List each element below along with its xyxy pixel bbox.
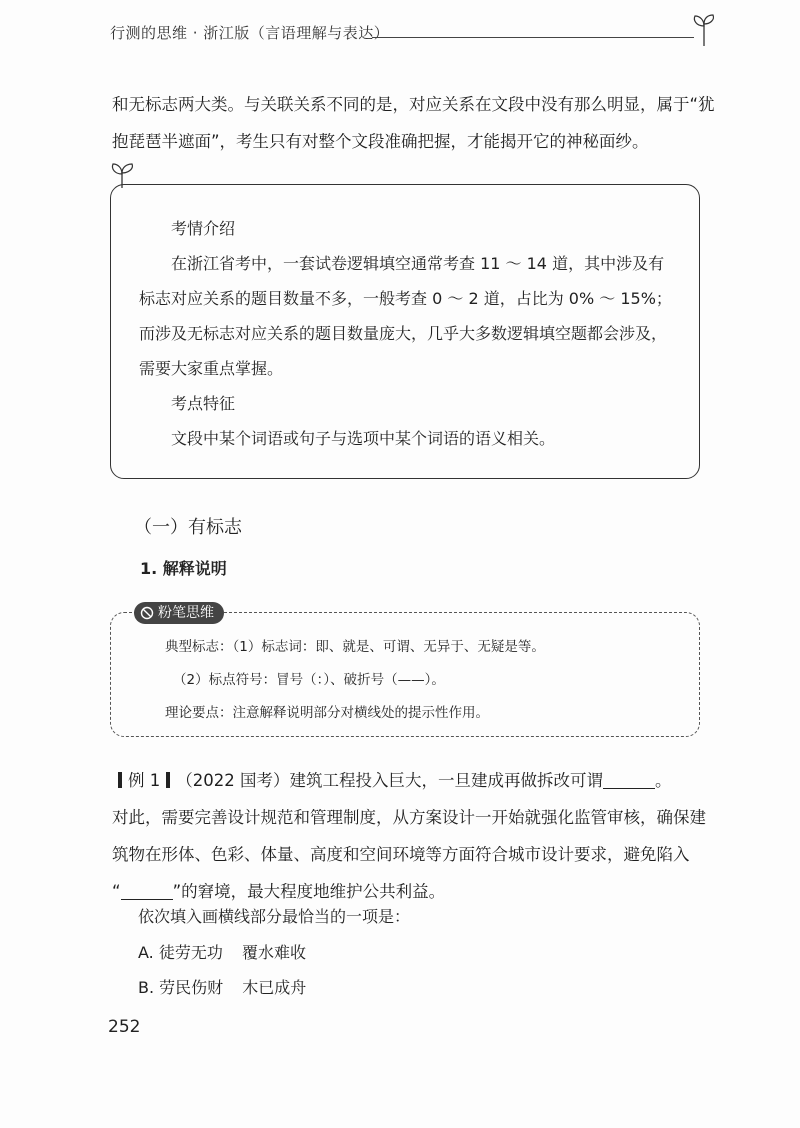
thinking-line: 典型标志：（1）标志词：即、就是、可谓、无异于、无疑是等。 bbox=[165, 639, 545, 655]
marker-bar bbox=[166, 772, 170, 788]
exam-info-line: 需要大家重点掌握。 bbox=[139, 359, 284, 378]
thinking-badge-label: 粉笔思维 bbox=[158, 605, 214, 621]
example-source: （2022 国考） bbox=[176, 771, 290, 790]
exam-info-line: 标志对应关系的题目数量不多，一般考查 0 ～ 2 道，占比为 0% ～ 15%； bbox=[139, 289, 672, 308]
open-quote: “ bbox=[112, 882, 121, 901]
option-letter: A. bbox=[138, 943, 154, 962]
exam-info-heading: 考情介绍 bbox=[171, 219, 236, 238]
running-header-title: 行测的思维 · 浙江版（言语理解与表达） bbox=[110, 24, 390, 42]
example-line bbox=[112, 762, 702, 799]
thinking-line: （2）标点符号：冒号（：）、破折号（——）。 bbox=[173, 672, 445, 688]
exam-feature-heading: 考点特征 bbox=[171, 394, 236, 413]
exam-info-line: 在浙江省考中，一套试卷逻辑填空通常考查 11 ～ 14 道，其中涉及有 bbox=[171, 254, 665, 273]
exam-info-box bbox=[110, 184, 700, 479]
answer-blank bbox=[121, 883, 173, 900]
running-header bbox=[110, 20, 710, 60]
example-line: 对此，需要完善设计规范和管理制度，从方案设计一开始就强化监管审核，确保建 bbox=[112, 808, 706, 827]
option-letter: B. bbox=[138, 978, 155, 997]
no-entry-icon bbox=[140, 606, 154, 620]
answer-blank bbox=[603, 772, 655, 789]
intro-line: 和无标志两大类。与关联关系不同的是，对应关系在文段中没有那么明显，属于“犹 bbox=[112, 95, 715, 114]
subsection-heading: 1. 解释说明 bbox=[140, 559, 227, 578]
example-label: 例 1 bbox=[128, 771, 161, 790]
sprout-icon bbox=[692, 12, 716, 46]
option-word: 劳民伤财 bbox=[159, 978, 224, 997]
intro-paragraph bbox=[112, 86, 715, 160]
intro-line: 抱琵琶半遮面”，考生只有对整个文段准确把握，才能揭开它的神秘面纱。 bbox=[112, 132, 649, 151]
page-number: 252 bbox=[108, 1017, 141, 1037]
example-line: 筑物在形体、色彩、体量、高度和空间环境等方面符合城市设计要求，避免陷入 bbox=[112, 845, 690, 864]
section-heading: （一）有标志 bbox=[134, 517, 242, 538]
option-b[interactable] bbox=[138, 975, 306, 998]
question-prompt: 依次填入画横线部分最恰当的一项是： bbox=[138, 907, 411, 926]
example-question bbox=[112, 762, 706, 910]
exam-feature-text: 文段中某个词语或句子与选项中某个词语的语义相关。 bbox=[171, 429, 556, 448]
example-text: ”的窘境，最大程度地维护公共利益。 bbox=[172, 882, 446, 901]
period: 。 bbox=[655, 771, 672, 790]
marker-bar bbox=[118, 772, 122, 788]
example-text: 建筑工程投入巨大，一旦建成再做拆改可谓 bbox=[289, 771, 603, 790]
option-a[interactable] bbox=[138, 940, 306, 963]
thinking-badge bbox=[134, 602, 224, 624]
header-rule bbox=[372, 37, 694, 38]
thinking-line: 理论要点：注意解释说明部分对横线处的提示性作用。 bbox=[165, 705, 489, 721]
option-word: 覆水难收 bbox=[241, 943, 306, 962]
option-word: 木已成舟 bbox=[242, 978, 307, 997]
exam-info-line: 而涉及无标志对应关系的题目数量庞大，几乎大多数逻辑填空题都会涉及， bbox=[139, 324, 668, 343]
thinking-box bbox=[110, 612, 700, 737]
option-word: 徒劳无功 bbox=[158, 943, 223, 962]
